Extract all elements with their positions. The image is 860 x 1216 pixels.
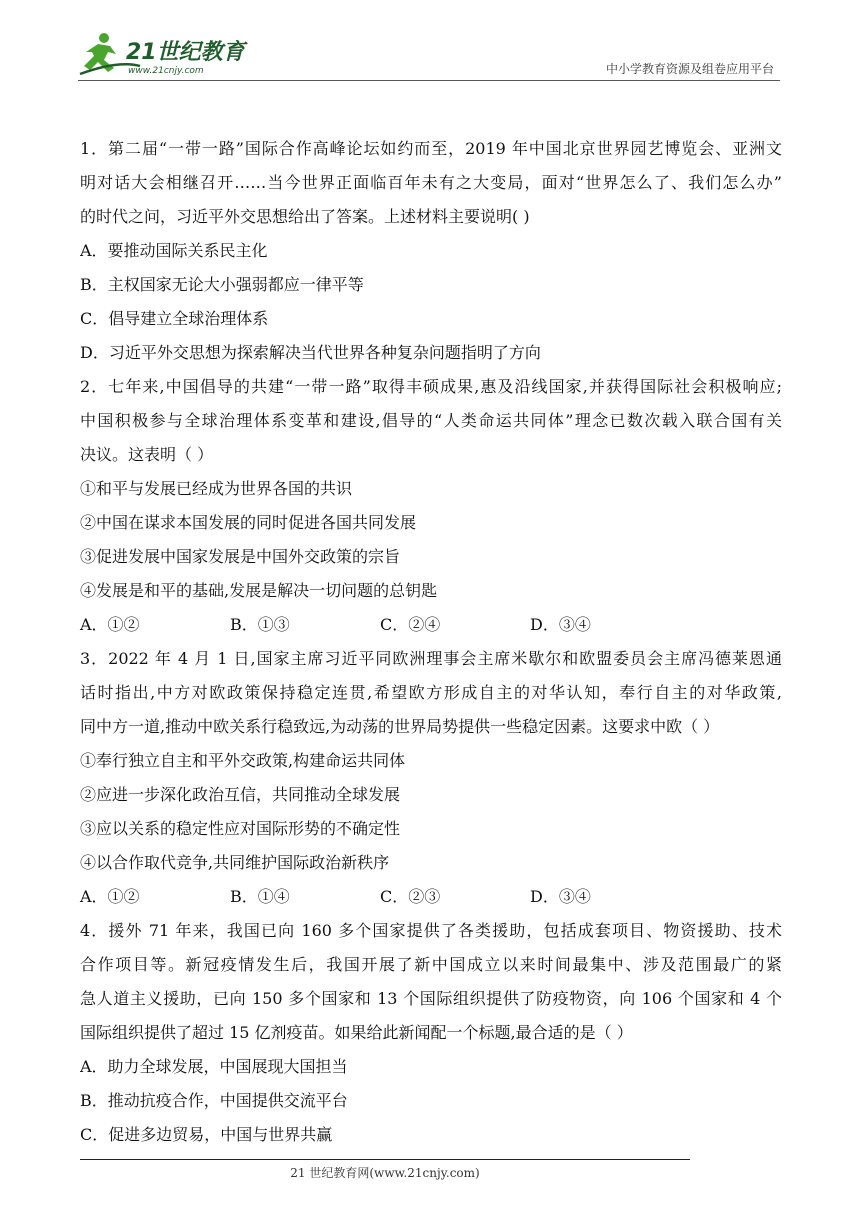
logo-wordmark: 21世纪教育 xyxy=(126,40,245,65)
question-stem-line: 4．援外 71 年来，我国已向 160 多个国家提供了各类援助，包括成套项目、物资援助、技术 xyxy=(80,921,782,940)
question-stem-line: 急人道主义援助，已向 150 多个国家和 13 个国际组织提供了防疫物资，向 106 个国家和 4 个 xyxy=(80,989,782,1008)
question-3 xyxy=(80,642,782,914)
question-stem-line: 合作项目等。新冠疫情发生后，我国开展了新中国成立以来时间最集中、涉及范围最广的紧 xyxy=(80,955,782,974)
choice-d: D．③④ xyxy=(530,887,591,906)
question-stem-line: 中国积极参与全球治理体系变革和建设,倡导的“人类命运共同体”理念已数次载入联合国有关 xyxy=(80,411,782,430)
question-stem-line: 2．七年来,中国倡导的共建“一带一路”取得丰硕成果,惠及沿线国家,并获得国际社会积极响应; xyxy=(80,377,782,396)
choice-a: A．①② xyxy=(80,887,140,906)
option-b: B．主权国家无论大小强弱都应一律平等 xyxy=(80,275,364,294)
question-stem-line: 国际组织提供了超过 15 亿剂疫苗。如果给此新闻配一个标题,最合适的是（ ） xyxy=(80,1023,633,1042)
logo-url: www.21cnjy.com xyxy=(128,66,204,76)
page-footer: 21 世纪教育网(www.21cnjy.com) xyxy=(290,1166,480,1180)
question-list xyxy=(80,132,782,1152)
option-c: C．倡导建立全球治理体系 xyxy=(80,309,269,328)
question-stem-line: 话时指出,中方对欧政策保持稳定连贯,希望欧方形成自主的对华认知，奉行自主的对华政策, xyxy=(80,683,782,702)
header-tagline: 中小学教育资源及组卷应用平台 xyxy=(605,62,774,76)
choice-b: B．①④ xyxy=(230,887,290,906)
statement-3: ③促进发展中国家发展是中国外交政策的宗旨 xyxy=(80,547,401,566)
logo-icon xyxy=(78,30,248,78)
choice-c: C．②④ xyxy=(380,615,441,634)
statement-1: ①和平与发展已经成为世界各国的共识 xyxy=(80,479,353,498)
choice-b: B．①③ xyxy=(230,615,290,634)
question-2 xyxy=(80,370,782,642)
choice-c: C．②③ xyxy=(380,887,441,906)
page-header xyxy=(0,0,860,84)
choice-row xyxy=(80,880,782,914)
statement-3: ③应以关系的稳定性应对国际形势的不确定性 xyxy=(80,819,401,838)
statement-4: ④以合作取代竞争,共同维护国际政治新秩序 xyxy=(80,853,390,872)
choice-a: A．①② xyxy=(80,615,140,634)
option-a: A．要推动国际关系民主化 xyxy=(80,241,268,260)
question-stem-line: 3．2022 年 4 月 1 日,国家主席习近平同欧洲理事会主席米歇尔和欧盟委员会主席冯德莱恩通 xyxy=(80,649,782,668)
question-4 xyxy=(80,914,782,1152)
question-1 xyxy=(80,132,782,370)
statement-2: ②中国在谋求本国发展的同时促进各国共同发展 xyxy=(80,513,417,532)
question-stem-line: 明对话大会相继召开……当今世界正面临百年未有之大变局，面对“世界怎么了、我们怎么办” xyxy=(80,173,782,192)
question-stem-line: 1．第二届“一带一路”国际合作高峰论坛如约而至，2019 年中国北京世界园艺博览会、亚洲文 xyxy=(80,139,782,158)
question-stem-line: 决议。这表明（ ） xyxy=(80,445,214,464)
choice-row xyxy=(80,608,782,642)
question-stem-line: 的时代之问，习近平外交思想给出了答案。上述材料主要说明( ) xyxy=(80,207,530,226)
footer-divider xyxy=(80,1159,690,1160)
option-c: C．促进多边贸易，中国与世界共赢 xyxy=(80,1125,333,1144)
header-divider xyxy=(78,80,780,81)
option-a: A．助力全球发展，中国展现大国担当 xyxy=(80,1057,348,1076)
option-d: D．习近平外交思想为探索解决当代世界各种复杂问题指明了方向 xyxy=(80,343,541,362)
statement-1: ①奉行独立自主和平外交政策,构建命运共同体 xyxy=(80,751,406,770)
choice-d: D．③④ xyxy=(530,615,591,634)
statement-4: ④发展是和平的基础,发展是解决一切问题的总钥匙 xyxy=(80,581,438,600)
question-stem-line: 同中方一道,推动中欧关系行稳致远,为动荡的世界局势提供一些稳定因素。这要求中欧（ ） xyxy=(80,717,720,736)
option-b: B．推动抗疫合作，中国提供交流平台 xyxy=(80,1091,348,1110)
statement-2: ②应进一步深化政治互信，共同推动全球发展 xyxy=(80,785,401,804)
